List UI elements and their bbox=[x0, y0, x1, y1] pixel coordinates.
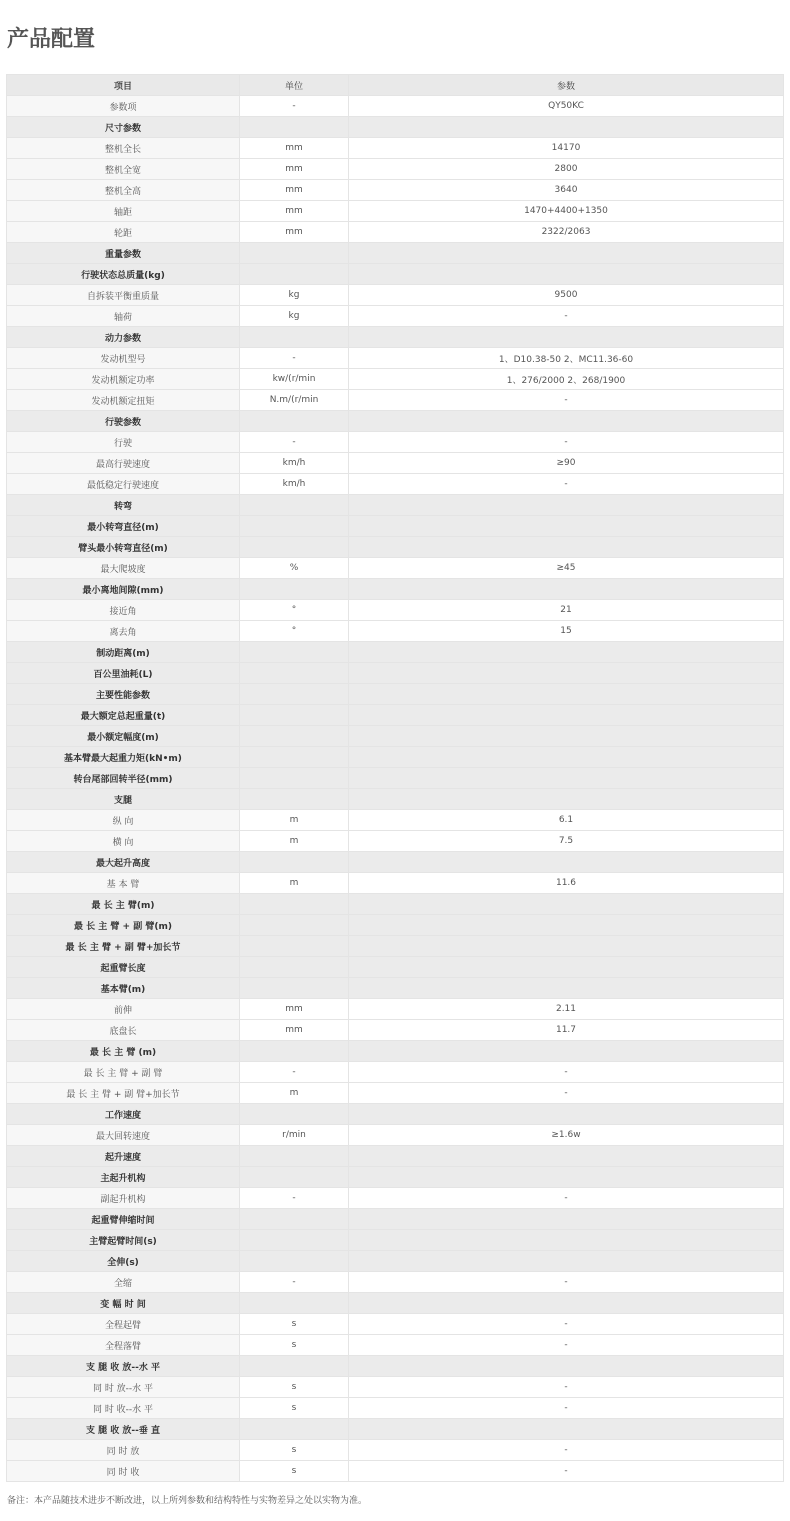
row-unit: ° bbox=[240, 621, 349, 642]
row-value: QY50KC bbox=[349, 96, 784, 117]
row-item: 轮距 bbox=[7, 222, 240, 243]
row-item: 最小转弯直径(m) bbox=[7, 516, 240, 537]
row-item: 转弯 bbox=[7, 495, 240, 516]
row-item: 同 时 放--水 平 bbox=[7, 1377, 240, 1398]
row-item: 重量参数 bbox=[7, 243, 240, 264]
row-unit bbox=[240, 1041, 349, 1062]
row-value: 1、D10.38-50 2、MC11.36-60 bbox=[349, 348, 784, 369]
row-unit bbox=[240, 1104, 349, 1125]
table-row bbox=[7, 1020, 784, 1041]
table-section-row bbox=[7, 789, 784, 810]
table-section-row bbox=[7, 1209, 784, 1230]
row-item: 发动机额定功率 bbox=[7, 369, 240, 390]
row-item: 主臂起臂时间(s) bbox=[7, 1230, 240, 1251]
row-unit: - bbox=[240, 1188, 349, 1209]
table-row bbox=[7, 180, 784, 201]
table-section-row bbox=[7, 936, 784, 957]
table-row bbox=[7, 831, 784, 852]
row-unit: mm bbox=[240, 201, 349, 222]
row-item: 轴荷 bbox=[7, 306, 240, 327]
table-section-row bbox=[7, 495, 784, 516]
table-row bbox=[7, 1062, 784, 1083]
row-value bbox=[349, 495, 784, 516]
table-row bbox=[7, 621, 784, 642]
row-unit bbox=[240, 1167, 349, 1188]
row-unit: - bbox=[240, 432, 349, 453]
row-item: 百公里油耗(L) bbox=[7, 663, 240, 684]
row-unit: mm bbox=[240, 138, 349, 159]
row-value: - bbox=[349, 306, 784, 327]
row-item: 起重臂伸缩时间 bbox=[7, 1209, 240, 1230]
row-value: ≥1.6w bbox=[349, 1125, 784, 1146]
row-value bbox=[349, 264, 784, 285]
row-unit: N.m/(r/min bbox=[240, 390, 349, 411]
row-item: 自拆装平衡重质量 bbox=[7, 285, 240, 306]
row-value: 1、276/2000 2、268/1900 bbox=[349, 369, 784, 390]
row-unit bbox=[240, 1419, 349, 1440]
row-item: 最 长 主 臂 + 副 臂(m) bbox=[7, 915, 240, 936]
row-unit bbox=[240, 642, 349, 663]
row-value: - bbox=[349, 1314, 784, 1335]
row-item: 支腿 bbox=[7, 789, 240, 810]
row-value bbox=[349, 684, 784, 705]
table-row bbox=[7, 1188, 784, 1209]
row-value: 7.5 bbox=[349, 831, 784, 852]
row-unit bbox=[240, 726, 349, 747]
row-value bbox=[349, 894, 784, 915]
row-value: - bbox=[349, 474, 784, 495]
row-item: 变 幅 时 间 bbox=[7, 1293, 240, 1314]
header-value: 参数 bbox=[349, 75, 784, 96]
row-value: 2800 bbox=[349, 159, 784, 180]
table-section-row bbox=[7, 264, 784, 285]
row-item: 制动距离(m) bbox=[7, 642, 240, 663]
table-row bbox=[7, 1398, 784, 1419]
row-value bbox=[349, 642, 784, 663]
row-item: 行驶 bbox=[7, 432, 240, 453]
table-row bbox=[7, 138, 784, 159]
table-section-row bbox=[7, 1104, 784, 1125]
row-value: 11.6 bbox=[349, 873, 784, 894]
row-value bbox=[349, 579, 784, 600]
row-value bbox=[349, 1230, 784, 1251]
table-section-row bbox=[7, 1167, 784, 1188]
table-row bbox=[7, 96, 784, 117]
row-value bbox=[349, 768, 784, 789]
row-item: 最 长 主 臂 (m) bbox=[7, 1041, 240, 1062]
row-value bbox=[349, 1356, 784, 1377]
row-item: 纵 向 bbox=[7, 810, 240, 831]
row-item: 轴距 bbox=[7, 201, 240, 222]
row-item: 支 腿 收 放--垂 直 bbox=[7, 1419, 240, 1440]
table-section-row bbox=[7, 915, 784, 936]
row-value bbox=[349, 1293, 784, 1314]
page-title: 产品配置 bbox=[7, 27, 96, 52]
row-value bbox=[349, 915, 784, 936]
row-unit: m bbox=[240, 873, 349, 894]
row-item: 最小额定幅度(m) bbox=[7, 726, 240, 747]
row-unit bbox=[240, 957, 349, 978]
table-row bbox=[7, 222, 784, 243]
row-item: 最小离地间隙(mm) bbox=[7, 579, 240, 600]
table-row bbox=[7, 1440, 784, 1461]
row-item: 支 腿 收 放--水 平 bbox=[7, 1356, 240, 1377]
row-unit bbox=[240, 684, 349, 705]
table-section-row bbox=[7, 1293, 784, 1314]
row-item: 发动机额定扭矩 bbox=[7, 390, 240, 411]
row-item: 主要性能参数 bbox=[7, 684, 240, 705]
row-value: 2.11 bbox=[349, 999, 784, 1020]
table-section-row bbox=[7, 117, 784, 138]
row-unit: ° bbox=[240, 600, 349, 621]
table-section-row bbox=[7, 642, 784, 663]
row-value bbox=[349, 1104, 784, 1125]
row-value bbox=[349, 1041, 784, 1062]
table-row bbox=[7, 1272, 784, 1293]
table-row bbox=[7, 159, 784, 180]
row-unit bbox=[240, 747, 349, 768]
row-item: 同 时 收 bbox=[7, 1461, 240, 1482]
row-value: 1470+4400+1350 bbox=[349, 201, 784, 222]
table-row bbox=[7, 285, 784, 306]
row-unit: % bbox=[240, 558, 349, 579]
row-value: - bbox=[349, 1083, 784, 1104]
row-item: 转台尾部回转半径(mm) bbox=[7, 768, 240, 789]
row-unit bbox=[240, 411, 349, 432]
table-section-row bbox=[7, 327, 784, 348]
spec-table-body bbox=[7, 75, 784, 1482]
row-unit: mm bbox=[240, 222, 349, 243]
row-value: 15 bbox=[349, 621, 784, 642]
table-section-row bbox=[7, 579, 784, 600]
row-item: 整机全宽 bbox=[7, 159, 240, 180]
header-unit: 单位 bbox=[240, 75, 349, 96]
row-value bbox=[349, 936, 784, 957]
row-unit: mm bbox=[240, 1020, 349, 1041]
row-item: 最 长 主 臂(m) bbox=[7, 894, 240, 915]
row-value: - bbox=[349, 1440, 784, 1461]
row-value bbox=[349, 117, 784, 138]
row-value bbox=[349, 243, 784, 264]
row-unit bbox=[240, 768, 349, 789]
table-section-row bbox=[7, 978, 784, 999]
row-value bbox=[349, 1209, 784, 1230]
table-section-row bbox=[7, 726, 784, 747]
row-unit: s bbox=[240, 1398, 349, 1419]
row-item: 横 向 bbox=[7, 831, 240, 852]
row-item: 整机全长 bbox=[7, 138, 240, 159]
row-value bbox=[349, 516, 784, 537]
row-unit bbox=[240, 1209, 349, 1230]
row-unit bbox=[240, 936, 349, 957]
row-item: 行驶状态总质量(kg) bbox=[7, 264, 240, 285]
row-unit bbox=[240, 915, 349, 936]
row-value: - bbox=[349, 1461, 784, 1482]
row-value: - bbox=[349, 390, 784, 411]
row-unit bbox=[240, 1230, 349, 1251]
row-item: 最 长 主 臂 + 副 臂 bbox=[7, 1062, 240, 1083]
row-value bbox=[349, 1167, 784, 1188]
table-row bbox=[7, 810, 784, 831]
row-unit: m bbox=[240, 831, 349, 852]
row-value bbox=[349, 1146, 784, 1167]
row-item: 最低稳定行驶速度 bbox=[7, 474, 240, 495]
row-unit bbox=[240, 495, 349, 516]
row-value: 3640 bbox=[349, 180, 784, 201]
row-value: - bbox=[349, 432, 784, 453]
table-section-row bbox=[7, 957, 784, 978]
table-row bbox=[7, 600, 784, 621]
row-value: - bbox=[349, 1377, 784, 1398]
row-item: 副起升机构 bbox=[7, 1188, 240, 1209]
row-unit: kw/(r/min bbox=[240, 369, 349, 390]
row-value bbox=[349, 663, 784, 684]
row-item: 最大额定总起重量(t) bbox=[7, 705, 240, 726]
row-value bbox=[349, 978, 784, 999]
row-item: 同 时 放 bbox=[7, 1440, 240, 1461]
row-value: - bbox=[349, 1398, 784, 1419]
table-row bbox=[7, 1377, 784, 1398]
row-item: 最高行驶速度 bbox=[7, 453, 240, 474]
row-unit bbox=[240, 579, 349, 600]
row-item: 主起升机构 bbox=[7, 1167, 240, 1188]
row-item: 全程落臂 bbox=[7, 1335, 240, 1356]
row-value: ≥45 bbox=[349, 558, 784, 579]
table-section-row bbox=[7, 894, 784, 915]
table-section-row bbox=[7, 663, 784, 684]
row-value: 6.1 bbox=[349, 810, 784, 831]
row-value bbox=[349, 726, 784, 747]
footnote: 备注：本产品随技术进步不断改进，以上所列参数和结构特性与实物差异之处以实物为准。 bbox=[7, 1496, 368, 1506]
row-item: 发动机型号 bbox=[7, 348, 240, 369]
row-unit: r/min bbox=[240, 1125, 349, 1146]
row-value: 2322/2063 bbox=[349, 222, 784, 243]
row-unit bbox=[240, 705, 349, 726]
row-unit: - bbox=[240, 348, 349, 369]
table-section-row bbox=[7, 747, 784, 768]
table-section-row bbox=[7, 537, 784, 558]
row-unit: kg bbox=[240, 306, 349, 327]
row-value: 11.7 bbox=[349, 1020, 784, 1041]
table-row bbox=[7, 1314, 784, 1335]
row-value: 14170 bbox=[349, 138, 784, 159]
row-value: - bbox=[349, 1335, 784, 1356]
table-row bbox=[7, 999, 784, 1020]
row-value bbox=[349, 537, 784, 558]
table-section-row bbox=[7, 768, 784, 789]
row-unit: kg bbox=[240, 285, 349, 306]
row-item: 起升速度 bbox=[7, 1146, 240, 1167]
row-item: 全程起臂 bbox=[7, 1314, 240, 1335]
row-value bbox=[349, 705, 784, 726]
row-value bbox=[349, 327, 784, 348]
table-row bbox=[7, 201, 784, 222]
table-section-row bbox=[7, 1356, 784, 1377]
table-section-row bbox=[7, 1251, 784, 1272]
row-value bbox=[349, 957, 784, 978]
row-item: 最 长 主 臂 + 副 臂+加长节 bbox=[7, 1083, 240, 1104]
row-unit: s bbox=[240, 1335, 349, 1356]
row-item: 起重臂长度 bbox=[7, 957, 240, 978]
row-item: 基 本 臂 bbox=[7, 873, 240, 894]
row-unit: - bbox=[240, 1062, 349, 1083]
row-item: 底盘长 bbox=[7, 1020, 240, 1041]
row-unit bbox=[240, 1356, 349, 1377]
table-row bbox=[7, 1083, 784, 1104]
row-unit: mm bbox=[240, 159, 349, 180]
row-value: 9500 bbox=[349, 285, 784, 306]
row-item: 参数项 bbox=[7, 96, 240, 117]
table-section-row bbox=[7, 1419, 784, 1440]
row-value bbox=[349, 1419, 784, 1440]
row-value: ≥90 bbox=[349, 453, 784, 474]
row-value bbox=[349, 747, 784, 768]
row-unit bbox=[240, 264, 349, 285]
table-header-row bbox=[7, 75, 784, 96]
row-item: 最大回转速度 bbox=[7, 1125, 240, 1146]
row-item: 全伸(s) bbox=[7, 1251, 240, 1272]
table-row bbox=[7, 390, 784, 411]
row-value: - bbox=[349, 1062, 784, 1083]
row-unit: km/h bbox=[240, 453, 349, 474]
row-unit bbox=[240, 978, 349, 999]
row-item: 全缩 bbox=[7, 1272, 240, 1293]
table-row bbox=[7, 306, 784, 327]
table-row bbox=[7, 873, 784, 894]
table-row bbox=[7, 453, 784, 474]
row-unit bbox=[240, 663, 349, 684]
row-item: 基本臂最大起重力矩(kN•m) bbox=[7, 747, 240, 768]
table-section-row bbox=[7, 243, 784, 264]
row-item: 前伸 bbox=[7, 999, 240, 1020]
row-unit bbox=[240, 789, 349, 810]
row-item: 接近角 bbox=[7, 600, 240, 621]
row-unit bbox=[240, 1146, 349, 1167]
row-unit: - bbox=[240, 1272, 349, 1293]
row-unit: s bbox=[240, 1461, 349, 1482]
row-item: 工作速度 bbox=[7, 1104, 240, 1125]
row-item: 基本臂(m) bbox=[7, 978, 240, 999]
table-section-row bbox=[7, 411, 784, 432]
row-unit: m bbox=[240, 1083, 349, 1104]
table-section-row bbox=[7, 852, 784, 873]
table-row bbox=[7, 1461, 784, 1482]
row-item: 离去角 bbox=[7, 621, 240, 642]
table-row bbox=[7, 369, 784, 390]
row-unit: mm bbox=[240, 180, 349, 201]
row-item: 最大起升高度 bbox=[7, 852, 240, 873]
row-unit bbox=[240, 117, 349, 138]
row-unit bbox=[240, 1251, 349, 1272]
header-item: 项目 bbox=[7, 75, 240, 96]
row-unit bbox=[240, 327, 349, 348]
table-section-row bbox=[7, 684, 784, 705]
row-unit: km/h bbox=[240, 474, 349, 495]
table-section-row bbox=[7, 705, 784, 726]
row-unit bbox=[240, 537, 349, 558]
table-row bbox=[7, 432, 784, 453]
row-item: 最 长 主 臂 + 副 臂+加长节 bbox=[7, 936, 240, 957]
table-row bbox=[7, 348, 784, 369]
row-value bbox=[349, 789, 784, 810]
row-unit bbox=[240, 516, 349, 537]
row-value bbox=[349, 1251, 784, 1272]
table-section-row bbox=[7, 1041, 784, 1062]
row-unit: s bbox=[240, 1314, 349, 1335]
row-unit bbox=[240, 1293, 349, 1314]
row-unit: - bbox=[240, 96, 349, 117]
table-section-row bbox=[7, 1230, 784, 1251]
row-value bbox=[349, 411, 784, 432]
row-value bbox=[349, 852, 784, 873]
row-unit: m bbox=[240, 810, 349, 831]
table-row bbox=[7, 558, 784, 579]
row-item: 尺寸参数 bbox=[7, 117, 240, 138]
spec-table bbox=[6, 74, 784, 1482]
row-unit bbox=[240, 894, 349, 915]
row-item: 动力参数 bbox=[7, 327, 240, 348]
table-section-row bbox=[7, 516, 784, 537]
row-unit: mm bbox=[240, 999, 349, 1020]
row-value: - bbox=[349, 1188, 784, 1209]
table-row bbox=[7, 474, 784, 495]
row-unit bbox=[240, 243, 349, 264]
table-section-row bbox=[7, 1146, 784, 1167]
row-unit: s bbox=[240, 1440, 349, 1461]
table-row bbox=[7, 1335, 784, 1356]
row-value: 21 bbox=[349, 600, 784, 621]
row-item: 同 时 收--水 平 bbox=[7, 1398, 240, 1419]
row-item: 最大爬坡度 bbox=[7, 558, 240, 579]
row-value: - bbox=[349, 1272, 784, 1293]
row-unit: s bbox=[240, 1377, 349, 1398]
table-row bbox=[7, 1125, 784, 1146]
row-item: 臂头最小转弯直径(m) bbox=[7, 537, 240, 558]
row-item: 行驶参数 bbox=[7, 411, 240, 432]
row-item: 整机全高 bbox=[7, 180, 240, 201]
row-unit bbox=[240, 852, 349, 873]
